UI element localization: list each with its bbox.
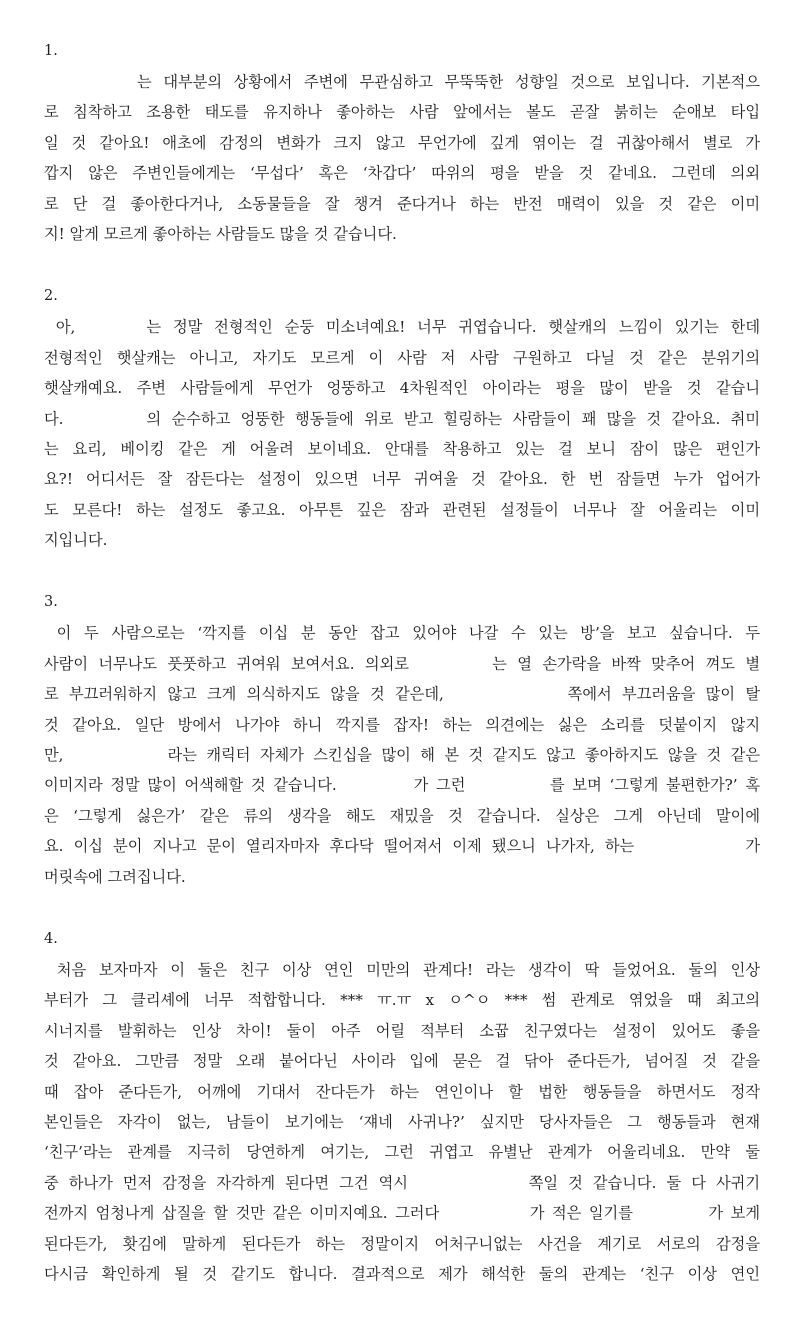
text-line: 중 하나가 먼저 감정을 자각하게 된다면 그건 역시 쪽일 것 같습니다. 둘 다 사귀기 bbox=[44, 1173, 760, 1192]
text-line: 것 같아요. 그만큼 정말 오래 붙어다닌 사이라 입에 묻은 걸 닦아 준다든가, 넘어질 것 같을 bbox=[44, 1052, 760, 1071]
section-1 bbox=[44, 35, 760, 249]
text-line: 요?! 어디서든 잘 잠든다는 설정이 있으면 너무 귀여울 것 같아요. 한 번 잠들면 누가 업어가 bbox=[44, 470, 760, 489]
text-line: 깝지 않은 주변인들에게는 ‘무섭다’ 혹은 ‘차갑다’ 따위의 평을 받을 것 같네요. 그런데 의외 bbox=[44, 164, 760, 183]
text-line: 지! 알게 모르게 좋아하는 사람들도 많을 것 같습니다. bbox=[44, 224, 397, 243]
text-line: 된다든가, 홧김에 말하게 된다든가 하는 정말이지 어처구니없는 사건을 계기로 서로의 감정을 bbox=[44, 1234, 760, 1253]
text-line: 전까지 엄청나게 삽질을 할 것만 같은 이미지예요. 그러다 가 적은 일기를 가 보게 bbox=[44, 1204, 760, 1223]
text-line: 로 침착하고 조용한 태도를 유지하나 좋아하는 사람 앞에서는 볼도 곧잘 붉히는 순애보 타입 bbox=[44, 103, 760, 122]
text-line: ‘친구’라는 관계를 지극히 당연하게 여기는, 그런 귀엽고 유별난 관계가 어울리네요. 만약 둘 bbox=[44, 1143, 760, 1162]
text-line: 이 두 사람으로는 ‘깍지를 이십 분 동안 잡고 있어야 나갈 수 있는 방’을 보고 싶습니다. 두 bbox=[44, 624, 760, 643]
text-line: 로 부끄러워하지 않고 크게 의식하지도 않을 것 같은데, 쪽에서 부끄러움을 많이 탈 bbox=[44, 685, 760, 704]
text-line: 만, 라는 캐릭터 자체가 스킨십을 많이 해 본 것 같지도 않고 좋아하지도 않을 것 같은 bbox=[44, 746, 760, 765]
text-line: 시너지를 발휘하는 인상 차이! 둘이 아주 어릴 적부터 소꿉 친구였다는 설정이 있어도 좋을 bbox=[44, 1021, 760, 1040]
section-3 bbox=[44, 586, 760, 892]
section-number: 1. bbox=[44, 43, 58, 59]
section-number: 2. bbox=[44, 288, 58, 305]
text-line: 본인들은 자각이 없는, 남들이 보기에는 ‘쟤네 사귀나?’ 싶지만 당사자들은 그 행동들과 현재 bbox=[44, 1112, 760, 1131]
text-line: 는 요리, 베이킹 같은 게 어울려 보이네요. 안대를 착용하고 있는 걸 보니 잠이 많은 편인가 bbox=[44, 439, 760, 458]
section-2 bbox=[44, 280, 760, 555]
text-line: 지입니다. bbox=[44, 531, 108, 550]
text-line: 처음 보자마자 이 둘은 친구 이상 연인 미만의 관계다! 라는 생각이 딱 들었어요. 둘의 인상 bbox=[44, 960, 760, 979]
text-line: 햇살캐예요. 주변 사람들에게 무언가 엉뚱하고 4차원적인 아이라는 평을 많이 받을 것 같습니 bbox=[44, 379, 760, 398]
text-line: 은 ‘그렇게 싫은가’ 같은 류의 생각을 해도 재밌을 것 같습니다. 실상은 그게 아닌데 말이에 bbox=[44, 806, 760, 825]
document-body bbox=[44, 35, 760, 1320]
section-number: 3. bbox=[44, 594, 58, 611]
text-line: 것 같아요. 일단 방에서 나가야 하니 깍지를 잡자! 하는 의견에는 싫은 소리를 덧붙이지 않지 bbox=[44, 715, 760, 734]
text-line: 아, 는 정말 전형적인 순둥 미소녀예요! 너무 귀엽습니다. 햇살캐의 느낌이 있기는 한데 bbox=[44, 318, 760, 337]
text-line: 는 대부분의 상황에서 주변에 무관심하고 무뚝뚝한 성향일 것으로 보입니다. 기본적으 bbox=[44, 73, 760, 91]
text-line: 머릿속에 그려집니다. bbox=[44, 867, 186, 886]
text-line: 이미지라 정말 많이 어색해할 것 같습니다. 가 그런 를 보며 ‘그렇게 불편한가?’ 혹 bbox=[44, 776, 760, 795]
text-line: 요. 이십 분이 지나고 문이 열리자마자 후다닥 떨어져서 이제 됐으니 나가자, 하는 가 bbox=[44, 837, 760, 856]
text-line: 부터가 그 클리셰에 너무 적합합니다. *** ㅠ.ㅠ x ㅇ^ㅇ *** 썸 관계로 엮었을 때 최고의 bbox=[44, 991, 760, 1010]
text-line: 사람이 너무나도 풋풋하고 귀여워 보여서요. 의외로 는 열 손가락을 바짝 맞추어 껴도 별 bbox=[44, 654, 760, 673]
section-number: 4. bbox=[44, 930, 58, 947]
text-line: 다. 의 순수하고 엉뚱한 행동들에 위로 받고 힐링하는 사람들이 꽤 많을 것 같아요. 취미 bbox=[44, 409, 760, 428]
text-line: 도 모른다! 하는 설정도 좋고요. 아무튼 깊은 잠과 관련된 설정들이 너무나 잘 어울리는 이미 bbox=[44, 500, 760, 519]
text-line: 때 잡아 준다든가, 어깨에 기대서 잔다든가 하는 연인이나 할 법한 행동들을 하면서도 정작 bbox=[44, 1082, 760, 1101]
section-4 bbox=[44, 923, 760, 1289]
text-line: 일 것 같아요! 애초에 감정의 변화가 크지 않고 무언가에 깊게 엮이는 걸 귀찮아해서 별로 가 bbox=[44, 133, 760, 152]
text-line: 로 단 걸 좋아한다거나, 소동물들을 잘 챙겨 준다거나 하는 반전 매력이 있을 것 같은 이미 bbox=[44, 194, 760, 213]
text-line: 전형적인 햇살캐는 아니고, 자기도 모르게 이 사람 저 사람 구원하고 다닐 것 같은 분위기의 bbox=[44, 348, 760, 367]
text-line: 다시금 확인하게 될 것 같기도 합니다. 결과적으로 제가 해석한 둘의 관계는 ‘친구 이상 연인 bbox=[44, 1264, 760, 1283]
